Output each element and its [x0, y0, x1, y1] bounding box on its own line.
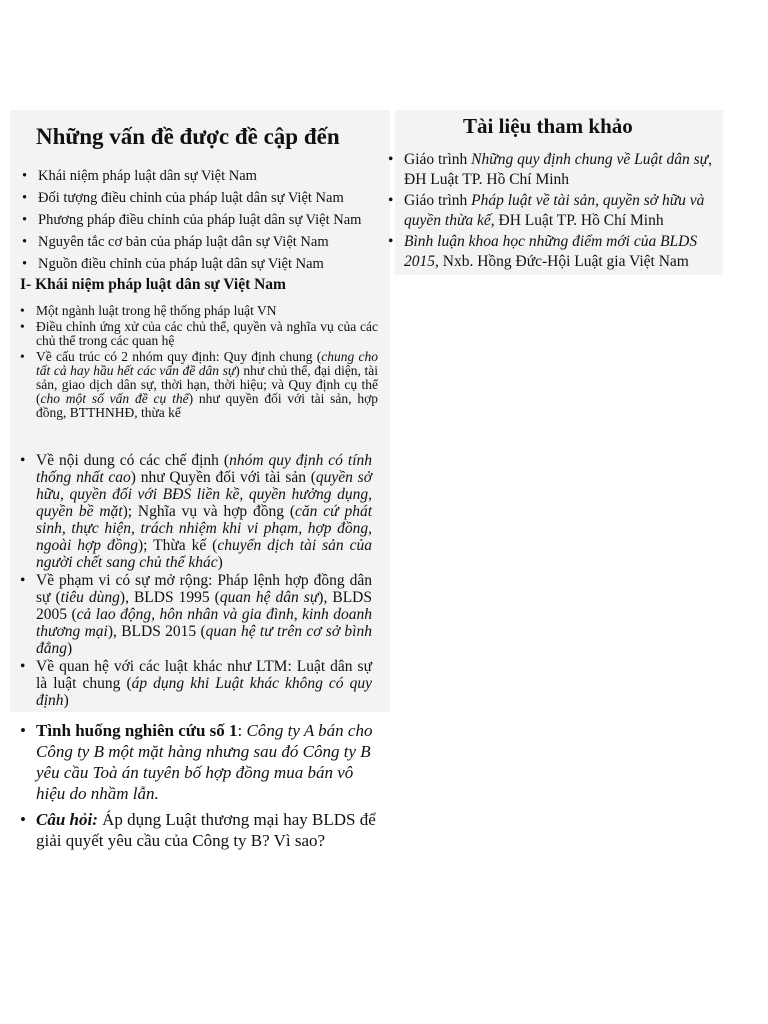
reference-item — [388, 150, 723, 190]
reference-text: Giáo trình — [404, 192, 472, 209]
section1-item — [20, 452, 372, 571]
text-run: ), BLDS 2005 ( — [36, 589, 372, 623]
text-run: ) — [217, 554, 223, 571]
topics-item: • Nguồn điều chỉnh của pháp luật dân sự Việt Nam — [22, 253, 392, 275]
case-study-item — [20, 720, 380, 804]
question-text: Áp dụng Luật thương mại hay BLDS để giải quyết yêu cầu của Công ty B? Vì sao? — [36, 810, 376, 850]
section1-item — [20, 658, 372, 709]
text-run: ) như Quyền đối với tài sản ( — [130, 469, 316, 486]
reference-title: Bình luận khoa học những điểm mới của BLDS 2015 — [404, 233, 698, 270]
reference-title: Pháp luật về tài sản, quyền sở hữu và quyền thừa kế — [404, 192, 705, 229]
question-label: Câu hỏi: — [36, 810, 98, 829]
section1-item — [20, 572, 372, 657]
text-run: Về phạm vi có sự mở rộng: Pháp lệnh hợp đồng dân sự ( — [36, 572, 372, 606]
italic-run: quan hệ dân sự — [219, 589, 319, 606]
case-study-text: Công ty A bán cho Công ty B một mặt hàng nhưng sau đó Công ty B yêu cầu Toà án tuyên bố hợp đồng mua bán vô hiệu do nhầm lẫn. — [36, 721, 373, 803]
section1-list-a — [20, 304, 378, 420]
italic-run: quan hệ tư trên cơ sở bình đẳng — [36, 623, 372, 657]
reference-text: , Nxb. Hồng Đức-Hội Luật gia Việt Nam — [435, 253, 689, 270]
topics-item: • Nguyên tắc cơ bản của pháp luật dân sự Việt Nam — [22, 231, 392, 253]
question-item — [20, 809, 380, 851]
reference-title: Những quy định chung về Luật dân sự — [471, 151, 709, 168]
text-run: ) — [63, 692, 69, 709]
section1-item — [20, 350, 378, 420]
references-list — [388, 150, 723, 272]
reference-text: , ĐH Luật TP. Hồ Chí Minh — [404, 151, 712, 188]
reference-item — [388, 191, 723, 231]
text-run: ); Thừa kế ( — [137, 537, 218, 554]
text-run: ) như quyền đối với tài sản, hợp đồng, BTTHNHĐ, thừa kế — [36, 391, 379, 420]
italic-run: chung cho tất cả hay hầu hết các vấn đề dân sự — [36, 349, 379, 378]
section1-heading: I- Khái niệm pháp luật dân sự Việt Nam — [20, 276, 286, 293]
reference-text: , ĐH Luật TP. Hồ Chí Minh — [490, 212, 664, 229]
topics-item: • Đối tượng điều chỉnh của pháp luật dân sự Việt Nam — [22, 187, 392, 209]
text-run: ), BLDS 1995 ( — [119, 589, 220, 606]
case-study-label: Tình huống nghiên cứu số 1 — [36, 721, 238, 740]
topics-title: Những vấn đề được đề cập đến — [36, 124, 340, 149]
section1-list-c — [20, 720, 380, 851]
text-run: ), BLDS 2015 ( — [107, 623, 206, 640]
text-run: ) như chủ thể, đại diện, tài sản, giao dịch dân sự, thời hạn, thời hiệu; và Quy định cụ thể ( — [36, 363, 379, 406]
reference-item — [388, 232, 723, 272]
topics-list — [22, 165, 392, 275]
italic-run: nhóm quy định có tính thống nhất cao — [36, 452, 372, 486]
text-run: : — [237, 721, 247, 740]
italic-run: cả lao động, hôn nhân và gia đình, kinh doanh thương mại — [36, 606, 372, 640]
text-run: Về cấu trúc có 2 nhóm quy định: Quy định chung ( — [36, 349, 322, 364]
italic-run: căn cứ phát sinh, thực hiện, trách nhiệm khi vi phạm, hợp đồng, ngoài hợp đồng — [36, 503, 372, 554]
italic-run: áp dụng khi Luật khác không có quy định — [36, 675, 372, 709]
text-run: ); Nghĩa vụ và hợp đồng ( — [122, 503, 296, 520]
text-run: Về quan hệ với các luật khác như LTM: Luật dân sự là luật chung ( — [36, 658, 372, 692]
section1-item: • Điều chỉnh ứng xử của các chủ thể, quyền và nghĩa vụ của các chủ thể trong các quan hệ — [20, 320, 378, 348]
text-run: Về nội dung có các chế định ( — [36, 452, 230, 469]
italic-run: tiêu dùng — [60, 589, 120, 606]
text-run: ) — [67, 640, 73, 657]
topics-item: • Khái niệm pháp luật dân sự Việt Nam — [22, 165, 392, 187]
section1-list-b — [20, 452, 372, 709]
italic-run: cho một số vấn đề cụ thể — [40, 391, 189, 406]
reference-text: Giáo trình — [404, 151, 472, 168]
section1-item: • Một ngành luật trong hệ thống pháp luật VN — [20, 304, 378, 318]
topics-item: • Phương pháp điều chỉnh của pháp luật dân sự Việt Nam — [22, 209, 392, 231]
italic-run: quyền sở hữu, quyền đối với BĐS liền kề, quyền hưởng dụng, quyền bề mặt — [36, 469, 372, 520]
references-title: Tài liệu tham khảo — [463, 114, 633, 138]
italic-run: chuyển dịch tài sản của người chết sang chủ thể khác — [36, 537, 372, 571]
